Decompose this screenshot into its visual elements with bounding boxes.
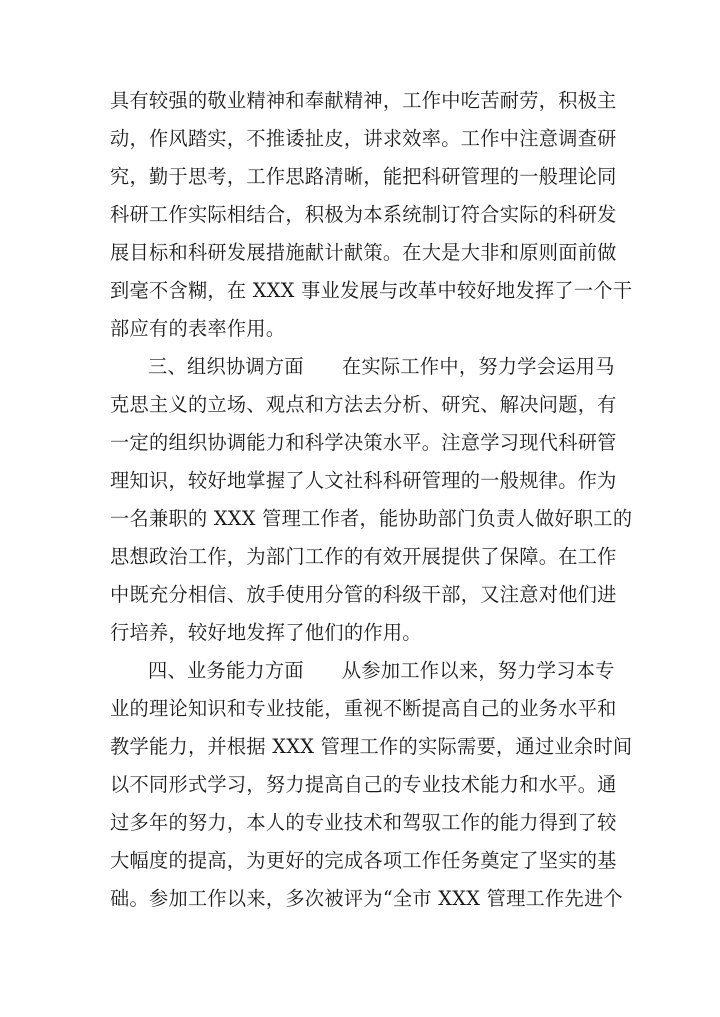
section-heading: 三、组织协调方面 [148, 355, 304, 378]
paragraph-line: 到毫不含糊，在 XXX 事业发展与改革中较好地发挥了一个干 [110, 279, 633, 302]
paragraph-first-line [110, 652, 615, 690]
paragraph-line: 一定的组织协调能力和科学决策水平。注意学习现代科研管 [110, 431, 617, 454]
paragraph-line: 以不同形式学习，努力提高自己的专业技术能力和水平。通 [110, 773, 617, 796]
paragraph-line: 克思主义的立场、观点和方法去分析、研究、解决问题，有 [110, 393, 617, 416]
paragraph-line: 从参加工作以来，努力学习本专 [341, 659, 615, 682]
paragraph-line: 动，作风踏实，不推诿扯皮，讲求效率。工作中注意调查研 [110, 127, 617, 150]
paragraph-line: 科研工作实际相结合，积极为本系统制订符合实际的科研发 [110, 203, 617, 226]
paragraph-line: 具有较强的敬业精神和奉献精神，工作中吃苦耐劳，积极主 [110, 89, 617, 112]
paragraph-line: 一名兼职的 XXX 管理工作者，能协助部门负责人做好职工的 [110, 507, 633, 530]
paragraph-first-line [110, 348, 615, 386]
paragraph-line: 过多年的努力，本人的专业技术和驾驭工作的能力得到了较 [110, 811, 617, 834]
section-heading: 四、业务能力方面 [148, 659, 304, 682]
paragraph-line: 大幅度的提高，为更好的完成各项工作任务奠定了坚实的基 [110, 849, 617, 872]
paragraph-line: 行培养，较好地发挥了他们的作用。 [110, 621, 422, 644]
paragraph-line: 在实际工作中，努力学会运用马 [341, 355, 615, 378]
paragraph-work-attitude [110, 82, 633, 348]
paragraph-professional-ability [110, 652, 633, 918]
paragraph-line: 思想政治工作，为部门工作的有效开展提供了保障。在工作 [110, 545, 617, 568]
paragraph-line: 础。参加工作以来，多次被评为“全市 XXX 管理工作先进个 [110, 887, 623, 910]
paragraph-line: 究，勤于思考，工作思路清晰，能把科研管理的一般理论同 [110, 165, 617, 188]
paragraph-line: 教学能力，并根据 XXX 管理工作的实际需要，通过业余时间 [110, 735, 633, 758]
paragraph-organization-coordination [110, 348, 633, 652]
paragraph-line: 业的理论知识和专业技能，重视不断提高自己的业务水平和 [110, 697, 617, 720]
paragraph-line: 中既充分相信、放手使用分管的科级干部，又注意对他们进 [110, 583, 617, 606]
paragraph-line: 展目标和科研发展措施献计献策。在大是大非和原则面前做 [110, 241, 617, 264]
paragraph-line: 部应有的表率作用。 [110, 317, 286, 340]
paragraph-line: 理知识，较好地掌握了人文社科科研管理的一般规律。作为 [110, 469, 617, 492]
